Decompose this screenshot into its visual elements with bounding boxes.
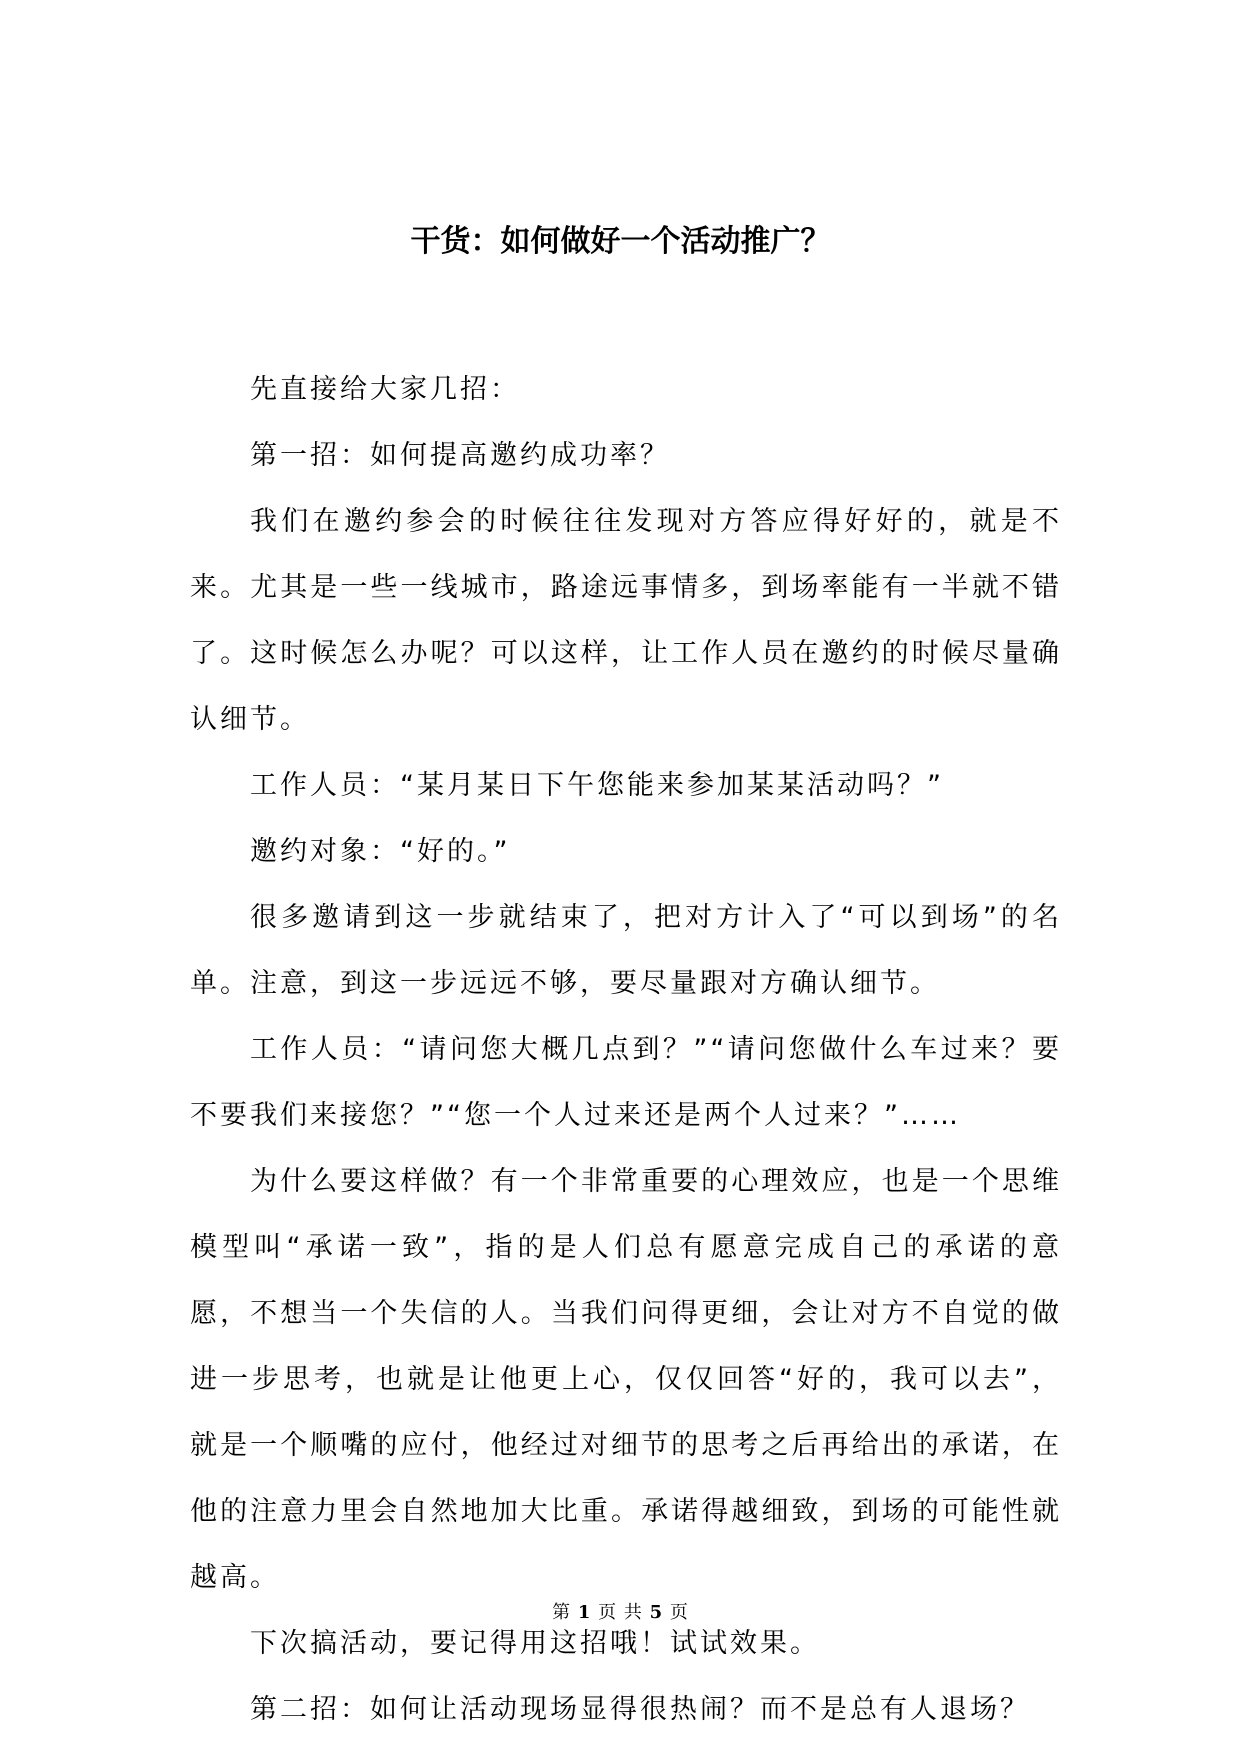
paragraph: 工作人员：“请问您大概几点到？”“请问您做什么车过来？要不要我们来接您？”“您一个人过来还是两个人过来？”…… bbox=[190, 1034, 1062, 1131]
page-title: 干货：如何做好一个活动推广？ bbox=[410, 224, 831, 259]
paragraph: 先直接给大家几招： bbox=[250, 374, 520, 405]
paragraph: 很多邀请到这一步就结束了，把对方计入了“可以到场”的名单。注意，到这一步远远不够，要尽量跟对方确认细节。 bbox=[190, 902, 1062, 999]
footer-middle: 页 共 bbox=[598, 1602, 643, 1623]
paragraph: 第二招：如何让活动现场显得很热闹？而不是总有人退场？ bbox=[250, 1694, 1030, 1725]
paragraph: 邀约对象：“好的。” bbox=[250, 836, 511, 867]
paragraph: 我们在邀约参会的时候往往发现对方答应得好好的，就是不来。尤其是一些一线城市，路途远事情多，到场率能有一半就不错了。这时候怎么办呢？可以这样，让工作人员在邀约的时候尽量确认细节。 bbox=[190, 506, 1062, 735]
paragraph: 第一招：如何提高邀约成功率？ bbox=[250, 440, 670, 471]
footer-suffix: 页 bbox=[669, 1602, 689, 1623]
total-pages-number: 5 bbox=[649, 1602, 664, 1623]
page-footer bbox=[0, 1600, 1241, 1626]
document-body bbox=[190, 357, 1062, 1743]
current-page-number: 1 bbox=[577, 1602, 592, 1623]
paragraph: 为什么要这样做？有一个非常重要的心理效应，也是一个思维模型叫“承诺一致”，指的是人们总有愿意完成自己的承诺的意愿，不想当一个失信的人。当我们问得更细，会让对方不自觉的做进一步思考，也就是让他更上心，仅仅回答“好的，我可以去”，就是一个顺嘴的应付，他经过对细节的思考之后再给出的承诺，在他的注意力里会自然地加大比重。承诺得越细致，到场的可能性就越高。 bbox=[190, 1166, 1062, 1593]
footer-prefix: 第 bbox=[552, 1602, 572, 1623]
paragraph: 工作人员：“某月某日下午您能来参加某某活动吗？” bbox=[250, 770, 944, 801]
paragraph: 下次搞活动，要记得用这招哦！试试效果。 bbox=[250, 1628, 820, 1659]
